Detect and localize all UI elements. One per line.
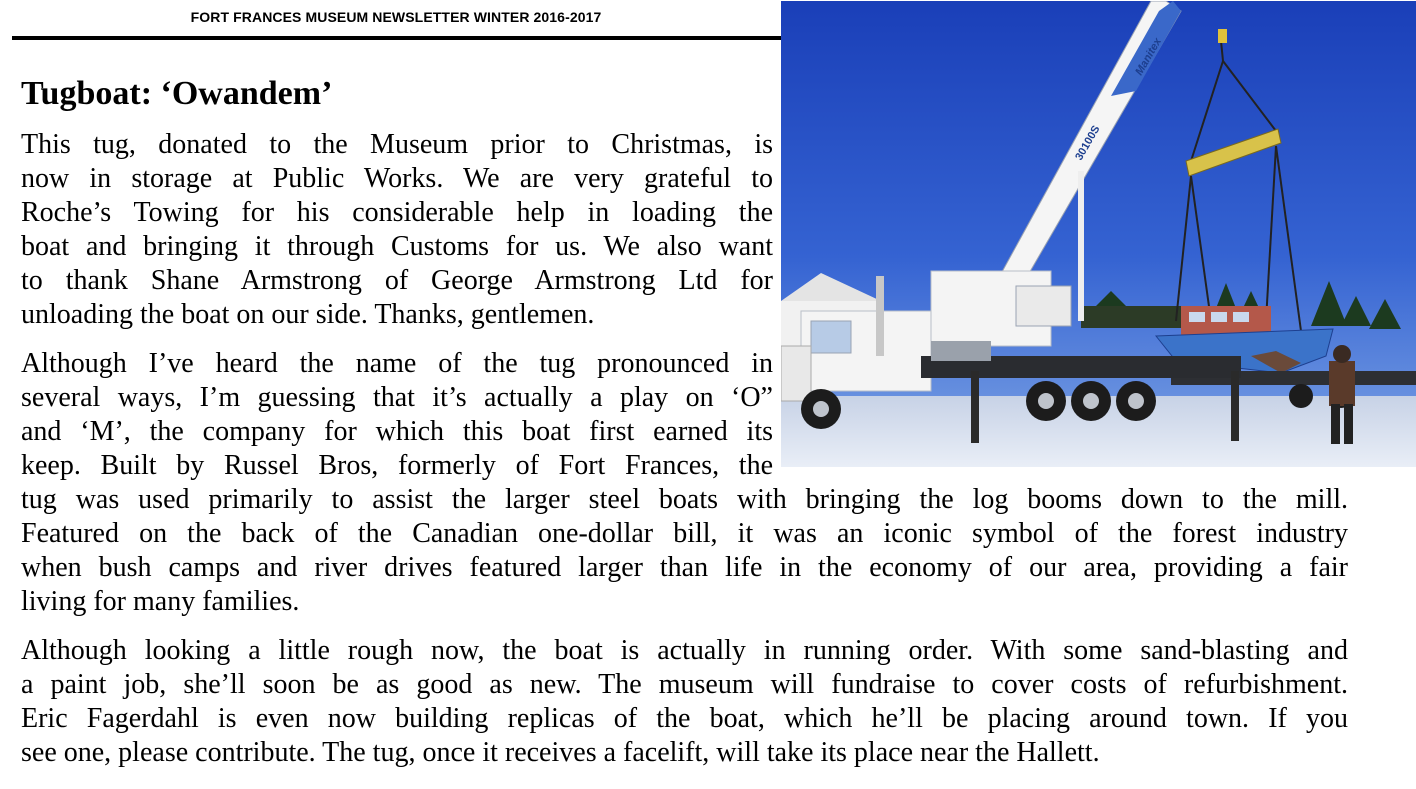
paragraph-line: see one, please contribute. The tug, once it receives a facelift, will take its place near the Hallett. <box>21 736 1100 768</box>
paragraph-line: and ‘M’, the company for which this boat first earned its <box>21 415 773 447</box>
boom-brand-label: Manitex <box>1133 36 1165 78</box>
paragraph-line: Featured on the back of the Canadian one-dollar bill, it was an iconic symbol of the forest industry <box>21 517 1348 549</box>
paragraph-1 <box>21 128 773 331</box>
newsletter-running-header: FORT FRANCES MUSEUM NEWSLETTER WINTER 2016-2017 <box>190 9 602 25</box>
paragraph-line: Although I’ve heard the name of the tug pronounced in <box>21 348 773 379</box>
tugboat-crane-photo <box>781 1 1416 467</box>
paragraph-line: living for many families. <box>21 585 300 617</box>
article-title: Tugboat: ‘Owandem’ <box>21 75 333 112</box>
paragraph-line: Eric Fagerdahl is even now building replicas of the boat, which he’ll be placing around town. If you <box>21 702 1348 734</box>
paragraph-line: This tug, donated to the Museum prior to Christmas, is <box>21 129 773 160</box>
boom-model-label: 30100S <box>1073 123 1103 163</box>
paragraph-line: tug was used primarily to assist the larger steel boats with bringing the log booms down to the mill. <box>21 484 1348 515</box>
paragraph-line: unloading the boat on our side. Thanks, gentlemen. <box>21 298 595 330</box>
paragraph-line: keep. Built by Russel Bros, formerly of Fort Frances, the <box>21 449 773 481</box>
paragraph-line: several ways, I’m guessing that it’s actually a play on ‘O” <box>21 381 773 413</box>
hook-block <box>1218 29 1227 43</box>
paragraph-line: Although looking a little rough now, the boat is actually in running order. With some sand-blasting and <box>21 635 1348 666</box>
header-rule <box>12 36 781 40</box>
paragraph-line: when bush camps and river drives featured larger than life in the economy of our area, providing a fair <box>21 551 1348 583</box>
paragraph-2-wide <box>21 483 1348 619</box>
paragraph-line: a paint job, she’ll soon be as good as new. The museum will fundraise to cover costs of refurbishment. <box>21 668 1348 700</box>
paragraph-line: boat and bringing it through Customs for us. We also want <box>21 230 773 262</box>
paragraph-3 <box>21 634 1348 770</box>
outrigger <box>971 371 979 443</box>
paragraph-2-narrow <box>21 347 773 483</box>
paragraph-line: to thank Shane Armstrong of George Armstrong Ltd for <box>21 264 773 296</box>
photo-illustration <box>781 1 1416 467</box>
paragraph-line: Roche’s Towing for his considerable help in loading the <box>21 196 773 228</box>
paragraph-line: now in storage at Public Works. We are very grateful to <box>21 162 773 194</box>
